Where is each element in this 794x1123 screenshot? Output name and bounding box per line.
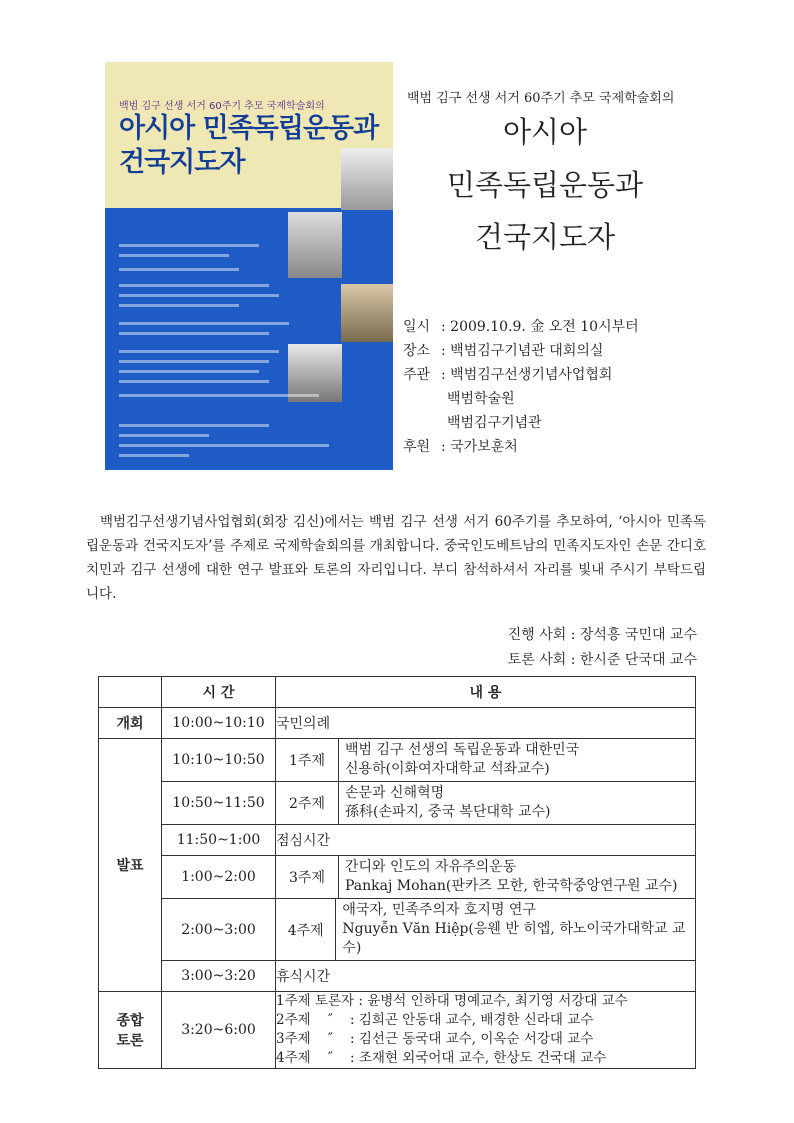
header-time: 시 간 (162, 677, 276, 708)
poster-text-line (119, 332, 269, 335)
info-row-sponsor: 후원 : 국가보훈처 (403, 436, 518, 456)
topic-label: 2주제 (276, 782, 339, 824)
poster-text-line (119, 244, 259, 247)
presenter: 孫科(손파지, 중국 복단대학 교수) (345, 804, 551, 820)
time-cell: 2:00~3:00 (162, 899, 276, 961)
title-line3: 건국지도자 (474, 220, 616, 254)
mc-info: 진행 사회 : 장석흥 국민대 교수 (507, 627, 697, 643)
discussant-line: 1주제 토론자 : 윤병석 인하대 명예교수, 최기영 서강대 교수 (276, 993, 628, 1009)
content-cell: 휴식시간 (276, 961, 696, 992)
poster-text-line (119, 350, 279, 353)
poster-text-line (119, 380, 269, 383)
table-row (99, 961, 696, 992)
table-row (99, 992, 696, 1069)
info-row-organizer: 주관 : 백범김구선생기념사업협회 (403, 364, 612, 384)
event-poster (105, 62, 393, 470)
topic-label: 1주제 (276, 739, 339, 781)
poster-text-line (119, 454, 189, 457)
poster-title-line2: 건국지도자 (119, 147, 245, 178)
info-key: 주관 (403, 367, 431, 383)
info-key: 장소 (403, 343, 431, 359)
info-value: 백범김구기념관 대회의실 (450, 343, 604, 359)
time-cell: 3:20~6:00 (162, 992, 276, 1069)
conference-subtitle: 백범 김구 선생 서거 60주기 추모 국제학술회의 (407, 91, 675, 106)
time-cell: 11:50~1:00 (162, 825, 276, 856)
topic-label: 4주제 (276, 899, 336, 960)
info-row-organizer-3 (447, 412, 542, 432)
poster-title (119, 112, 378, 180)
presenter: Nguyễn Văn Hiệp(응웬 반 히엡, 하노이국가대학교 교수) (342, 921, 686, 956)
topic-label: 3주제 (276, 856, 339, 898)
info-key: 후원 (403, 439, 431, 455)
section-label: 개회 (99, 708, 162, 739)
section-label-line: 종합 (116, 1013, 144, 1029)
content-cell (276, 856, 696, 899)
table-row (99, 708, 696, 739)
topic-detail (336, 899, 695, 960)
section-label-line: 토론 (116, 1033, 144, 1049)
content-cell (276, 739, 696, 782)
topic-title: 간디와 인도의 자유주의운동 (345, 859, 517, 875)
topic-title: 손문과 신해혁명 (345, 785, 445, 801)
poster-text-line (119, 360, 269, 363)
discussant-line: 4주제 ″ : 조재현 외국어대 교수, 한상도 건국대 교수 (276, 1050, 607, 1066)
info-row-date: 일시 : 2009.10.9. 金 오전 10시부터 (403, 316, 639, 336)
poster-text-line (119, 254, 229, 257)
topic-title: 백범 김구 선생의 독립운동과 대한민국 (345, 742, 580, 758)
info-value: 국가보훈처 (450, 439, 518, 455)
content-cell: 국민의례 (276, 708, 696, 739)
table-header-row (99, 677, 696, 708)
schedule-table (98, 676, 696, 1069)
time-cell: 3:00~3:20 (162, 961, 276, 992)
poster-text-line (119, 284, 269, 287)
time-cell: 10:10~10:50 (162, 739, 276, 782)
content-cell (276, 782, 696, 825)
intro-paragraph: 백범김구선생기념사업협회(회장 김신)에서는 백범 김구 선생 서거 60주기를 추모하여, ‘아시아 민족독립운동과 건국지도자’를 주제로 국제학술회의를 개최합니다. 중국인도베트남의 민족지도자인 손문 간디호치민과 김구 선생에 대한 연구 발표와 토론의 자리입니다. 부디 참석하셔서 자리를 빛내 주시기 부탁드립니다. (86, 514, 706, 602)
poster-text-line (119, 268, 239, 271)
poster-text-line (119, 434, 209, 437)
poster-text-line (119, 394, 319, 397)
presenter: 신용하(이화여자대학교 석좌교수) (345, 761, 550, 777)
info-value: 2009.10.9. 金 오전 10시부터 (450, 319, 639, 335)
poster-subtitle: 백범 김구 선생 서거 60주기 추모 국제학술회의 (119, 101, 325, 112)
poster-text-line (119, 294, 279, 297)
discussion-mc-info: 토론 사회 : 한시준 단국대 교수 (507, 652, 697, 668)
portrait-photo (341, 284, 393, 342)
section-label: 발표 (99, 739, 162, 992)
content-cell (276, 899, 696, 961)
poster-text-line (119, 304, 239, 307)
time-cell: 10:50~11:50 (162, 782, 276, 825)
portrait-photo (341, 148, 393, 210)
info-row-organizer-2 (447, 388, 515, 408)
topic-title: 애국자, 민족주의자 호지명 연구 (342, 902, 536, 918)
poster-title-line1: 아시아 민족독립운동과 (119, 113, 379, 144)
discussant-line: 3주제 ″ : 김선근 동국대 교수, 이옥순 서강대 교수 (276, 1031, 594, 1047)
time-cell: 1:00~2:00 (162, 856, 276, 899)
portrait-photo (288, 212, 342, 278)
poster-text-line (119, 370, 259, 373)
info-value: 백범김구기념관 (447, 415, 542, 431)
info-value: 백범학술원 (447, 391, 515, 407)
table-row (99, 739, 696, 782)
table-row (99, 825, 696, 856)
poster-text-line (119, 444, 329, 447)
info-key: 일시 (403, 319, 431, 335)
presenter: Pankaj Mohan(판카즈 모한, 한국학중앙연구원 교수) (345, 878, 678, 894)
poster-text-line (119, 424, 269, 427)
content-cell: 점심시간 (276, 825, 696, 856)
discussant-line: 2주제 ″ : 김희곤 안동대 교수, 배경한 신라대 교수 (276, 1012, 594, 1028)
topic-detail (339, 856, 684, 898)
header-blank (99, 677, 162, 708)
table-row (99, 856, 696, 899)
topic-detail (339, 739, 585, 781)
table-row (99, 899, 696, 961)
topic-detail (339, 782, 557, 824)
info-row-venue: 장소 : 백범김구기념관 대회의실 (403, 340, 603, 360)
title-line1: 아시아 (502, 115, 588, 149)
section-label (99, 992, 162, 1069)
table-row (99, 782, 696, 825)
header-content: 내 용 (276, 677, 696, 708)
info-value: 백범김구선생기념사업협회 (450, 367, 613, 383)
title-line2: 민족독립운동과 (446, 168, 644, 202)
time-cell: 10:00~10:10 (162, 708, 276, 739)
poster-text-line (119, 322, 289, 325)
discussion-cell (276, 992, 696, 1069)
